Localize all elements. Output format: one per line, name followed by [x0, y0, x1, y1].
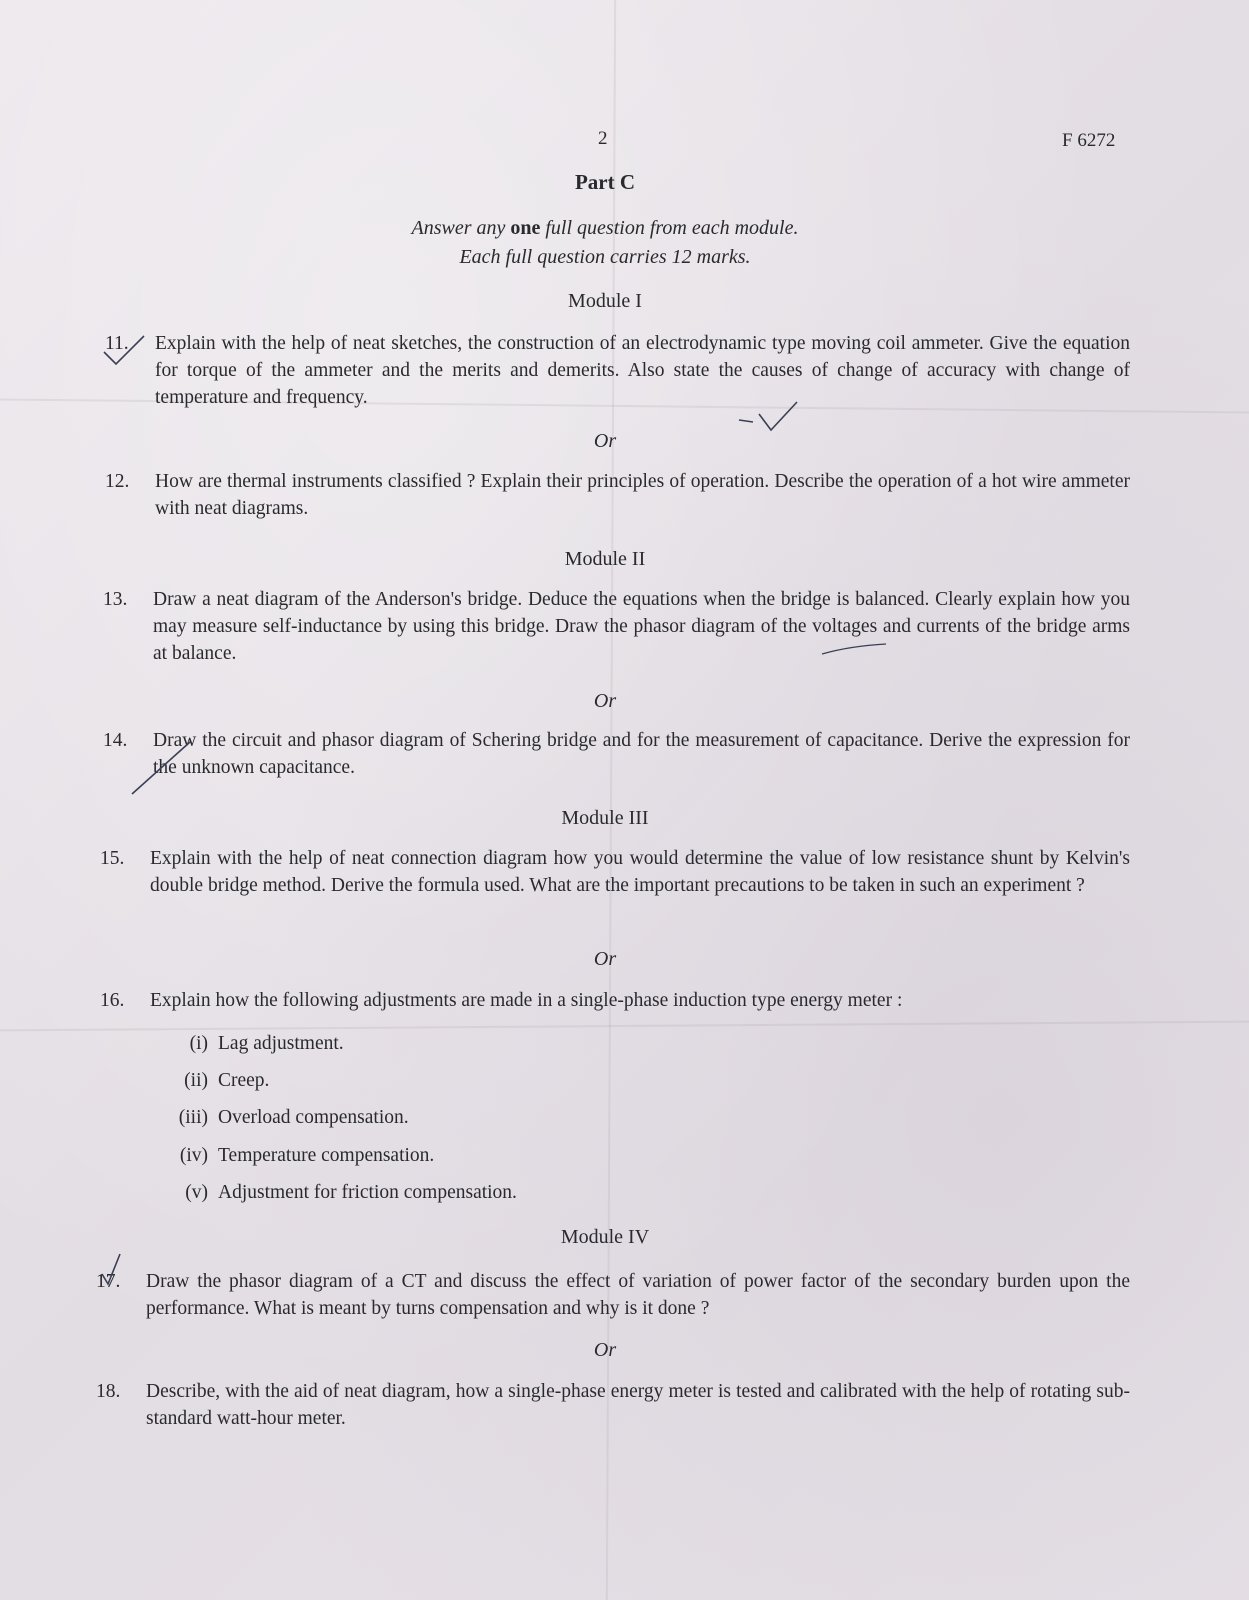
item-text: Creep.	[218, 1070, 270, 1091]
or-separator: Or	[593, 948, 617, 970]
item-text: Overload compensation.	[218, 1107, 409, 1128]
module-title: Module I	[568, 290, 642, 312]
item-text: Temperature compensation.	[218, 1145, 435, 1166]
item-number: (iii)	[178, 1107, 208, 1128]
question-number: 17.	[96, 1271, 121, 1292]
paper-code: F 6272	[1062, 130, 1116, 151]
question-number: 15.	[100, 848, 125, 869]
question-number: 14.	[103, 730, 128, 751]
item-number: (i)	[189, 1033, 208, 1054]
question-number: 11.	[105, 333, 129, 354]
question-text: Draw a neat diagram of the Anderson's bridge. Deduce the equations when the bridge is balanced. Clearly explain how you may measure self-inductance by using this bridge. Draw the phasor diagram of the voltages and currents of the bridge arms at balance.	[153, 589, 1130, 664]
question-text: Explain with the help of neat sketches, the construction of an electrodynamic type moving coil ammeter. Give the equation for torque of the ammeter and the merits and demerits. Also state the causes of change of accuracy with change of temperature and frequency.	[155, 333, 1130, 408]
module-title: Module IV	[560, 1226, 650, 1248]
question-text: Explain with the help of neat connection diagram how you would determine the value of low resistance shunt by Kelvin's double bridge method. Derive the formula used. What are the important precautions to be taken in such an experiment ?	[150, 848, 1130, 896]
question-number: 16.	[100, 990, 125, 1011]
question-text: Draw the circuit and phasor diagram of Schering bridge and for the measurement of capacitance. Derive the expression for the unknown capacitance.	[153, 730, 1130, 778]
instruction-pre: Answer any	[411, 217, 511, 239]
or-separator: Or	[593, 1339, 617, 1361]
instruction-post: full question from each module.	[540, 217, 799, 239]
item-text: Lag adjustment.	[218, 1033, 344, 1054]
question-18	[96, 1378, 1130, 1432]
instruction-line-2: Each full question carries 12 marks.	[459, 246, 751, 268]
question-11	[105, 330, 1130, 411]
part-title: Part C	[574, 170, 636, 194]
instruction-bold: one	[510, 217, 541, 239]
item-number: (iv)	[179, 1145, 208, 1166]
question-text: Draw the phasor diagram of a CT and discuss the effect of variation of power factor of the secondary burden upon the performance. What is meant by turns compensation and why is it done ?	[146, 1271, 1130, 1319]
question-number: 12.	[105, 471, 130, 492]
page-number: 2	[598, 128, 608, 149]
module-title: Module III	[561, 807, 649, 829]
item-number: (ii)	[184, 1070, 208, 1091]
question-14	[103, 727, 1130, 781]
question-13	[103, 586, 1130, 667]
question-number: 13.	[103, 589, 128, 610]
question-17	[96, 1268, 1130, 1322]
question-text: Describe, with the aid of neat diagram, how a single-phase energy meter is tested and calibrated with the help of rotating sub-standard watt-hour meter.	[146, 1381, 1130, 1429]
question-text: Explain how the following adjustments are made in a single-phase induction type energy meter :	[150, 990, 903, 1011]
instruction-line-1	[0, 217, 1210, 240]
or-separator: Or	[593, 690, 617, 712]
or-separator: Or	[593, 430, 617, 452]
item-number: (v)	[185, 1182, 208, 1203]
question-number: 18.	[96, 1381, 121, 1402]
module-title: Module II	[564, 548, 646, 570]
question-12	[105, 468, 1130, 522]
question-15	[100, 845, 1130, 899]
item-text: Adjustment for friction compensation.	[218, 1182, 517, 1203]
question-16	[100, 987, 1130, 1014]
question-text: How are thermal instruments classified ? Explain their principles of operation. Describe the operation of a hot wire ammeter with neat diagrams.	[155, 471, 1130, 519]
paper-crease	[0, 1021, 1249, 1032]
